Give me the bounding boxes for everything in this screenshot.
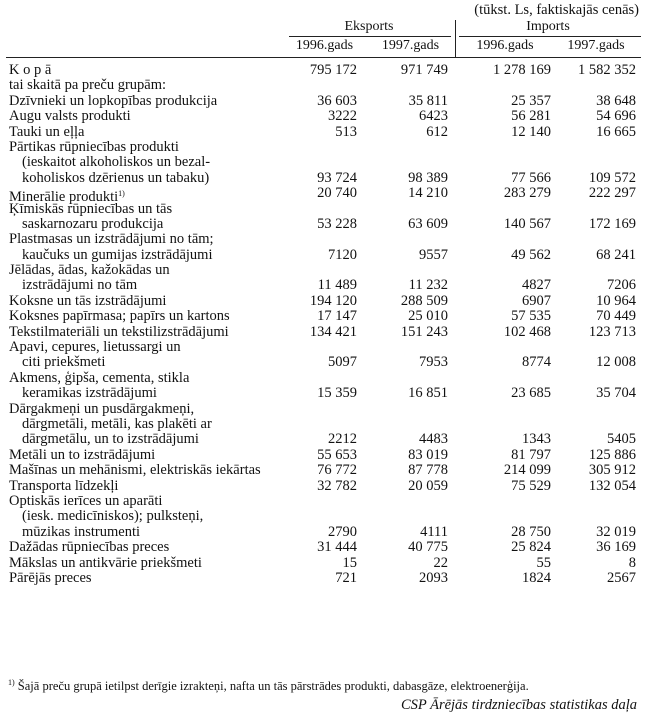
row-label-line: saskarnozaru produkcija <box>22 215 164 232</box>
cell-imports-1997: 222 297 <box>588 185 636 202</box>
table-row <box>0 340 645 371</box>
cell-exports-1997: 7953 <box>419 354 448 371</box>
year-header-imports-1996: 1996.gads <box>476 38 534 53</box>
cell-imports-1996: 75 529 <box>511 477 551 494</box>
cell-imports-1996: 1343 <box>522 431 551 448</box>
row-label-line: dārgmetāli, metāli, kas plakēti ar <box>22 415 212 432</box>
cell-imports-1996: 1 278 169 <box>493 62 551 78</box>
row-label-line: Transporta līdzekļi <box>9 477 119 494</box>
row-label <box>0 263 292 294</box>
cell-exports-1997: 9557 <box>419 246 448 263</box>
cell-exports-1996: 2212 <box>328 431 357 448</box>
cell-exports-1996: 53 228 <box>317 215 357 232</box>
cell-exports-1996: 15 359 <box>317 385 357 402</box>
row-label-line: izstrādājumi no tām <box>22 277 138 294</box>
cell-imports-1996: 81 797 <box>511 446 551 463</box>
row-label <box>0 340 292 371</box>
cell-imports-1997: 16 665 <box>596 123 636 140</box>
cell-imports-1996: 77 566 <box>511 169 551 186</box>
cell-exports-1996: 513 <box>335 123 357 140</box>
row-label <box>0 125 292 140</box>
table-row <box>0 371 645 402</box>
row-label <box>0 371 292 402</box>
cell-imports-1997: 132 054 <box>588 477 636 494</box>
cell-exports-1996: 76 772 <box>317 462 357 479</box>
cell-imports-1997: 38 648 <box>596 92 636 109</box>
table-row <box>0 78 645 93</box>
row-label-line: mūzikas instrumenti <box>22 523 140 540</box>
row-label <box>0 479 292 494</box>
imports-group-header: Imports <box>526 19 570 34</box>
cell-imports-1997: 36 169 <box>596 539 636 556</box>
row-label <box>0 63 292 78</box>
units-note: (tūkst. Ls, faktiskajās cenās) <box>474 2 639 18</box>
row-label-line: Apavi, cepures, lietussargi un <box>9 339 181 356</box>
footnote-ref: 1) <box>118 189 125 199</box>
row-label-line: Metāli un to izstrādājumi <box>9 446 156 463</box>
cell-exports-1997: 4111 <box>420 523 448 540</box>
year-header-exports-1996: 1996.gads <box>295 38 354 53</box>
cell-exports-1997: 20 059 <box>408 477 448 494</box>
row-label <box>0 94 292 109</box>
row-label-line: dārgmetālu, un to izstrādājumi <box>22 431 199 448</box>
cell-imports-1996: 12 140 <box>511 123 551 140</box>
header-bottom-rule <box>6 57 641 58</box>
row-label-line: Pārējās preces <box>9 569 92 586</box>
row-label-line: citi priekšmeti <box>22 354 106 371</box>
row-label <box>0 494 292 540</box>
cell-exports-1996: 17 147 <box>317 308 357 325</box>
row-label-line: tai skaitā pa preču grupām: <box>9 77 167 94</box>
cell-imports-1997: 68 241 <box>596 246 636 263</box>
row-label-line: Koksne un tās izstrādājumi <box>9 292 167 309</box>
row-label <box>0 186 292 206</box>
cell-imports-1997: 125 886 <box>588 446 636 463</box>
row-label-line: Koksnes papīrmasa; papīrs un kartons <box>9 308 230 325</box>
row-label-line: koholiskos dzērienus un tabaku) <box>22 169 210 186</box>
cell-exports-1996: 20 740 <box>317 185 357 202</box>
exports-group-header: Eksports <box>344 19 394 34</box>
year-header-exports-1997: 1997.gads <box>381 38 440 53</box>
exports-header-rule <box>289 36 451 37</box>
table-row <box>0 94 645 109</box>
row-label <box>0 202 292 233</box>
table-row <box>0 63 645 78</box>
cell-imports-1997: 8 <box>628 554 636 571</box>
row-label <box>0 109 292 124</box>
cell-exports-1997 <box>357 78 448 93</box>
cell-exports-1997: 612 <box>426 123 448 140</box>
row-label-line: Optiskās ierīces un aparāti <box>9 492 163 509</box>
cell-imports-1996: 6907 <box>522 292 551 309</box>
cell-imports-1996: 214 099 <box>503 462 551 479</box>
cell-exports-1996: 93 724 <box>317 169 357 186</box>
table-row <box>0 325 645 340</box>
cell-imports-1997: 1 582 352 <box>578 62 636 78</box>
cell-imports-1997: 109 572 <box>588 169 636 186</box>
table-body <box>0 63 645 586</box>
cell-imports-1997 <box>551 78 636 93</box>
cell-imports-1997: 54 696 <box>596 108 636 125</box>
footnote-marker: 1) <box>8 678 15 687</box>
cell-exports-1996: 7120 <box>328 246 357 263</box>
row-label-line: Jēlādas, ādas, kažokādas un <box>9 262 170 279</box>
table-row <box>0 479 645 494</box>
cell-exports-1996 <box>292 78 357 93</box>
cell-imports-1997: 10 964 <box>596 292 636 309</box>
cell-exports-1997: 40 775 <box>408 539 448 556</box>
cell-exports-1996: 2790 <box>328 523 357 540</box>
row-label <box>0 325 292 340</box>
table-row <box>0 571 645 586</box>
cell-imports-1996: 25 824 <box>511 539 551 556</box>
cell-exports-1997: 2093 <box>419 569 448 586</box>
cell-exports-1997: 98 389 <box>408 169 448 186</box>
cell-imports-1996: 49 562 <box>511 246 551 263</box>
cell-exports-1996: 3222 <box>328 108 357 125</box>
cell-imports-1996 <box>448 78 551 93</box>
cell-exports-1997: 6423 <box>419 108 448 125</box>
cell-exports-1997: 14 210 <box>408 185 448 202</box>
table-row <box>0 448 645 463</box>
cell-imports-1996: 8774 <box>522 354 551 371</box>
row-label-line: Tekstilmateriāli un tekstilizstrādājumi <box>9 323 229 340</box>
row-label-line: (iesk. medicīniskos); pulksteņi, <box>22 508 204 525</box>
row-label <box>0 540 292 555</box>
cell-exports-1996: 31 444 <box>317 539 357 556</box>
cell-exports-1996: 795 172 <box>309 62 357 78</box>
cell-exports-1997: 4483 <box>419 431 448 448</box>
row-label-line: Dārgakmeņi un pusdārgakmeņi, <box>9 400 195 417</box>
row-label <box>0 309 292 324</box>
row-label-line: Plastmasas un izstrādājumi no tām; <box>9 231 214 248</box>
source-credit: CSP Ārējās tirdzniecības statistikas daļa <box>400 697 637 713</box>
row-label-line: Pārtikas rūpniecības produkti <box>9 138 179 155</box>
row-label-line: K o p ā <box>9 62 52 78</box>
table-row <box>0 185 645 206</box>
cell-exports-1997: 22 <box>433 554 448 571</box>
row-label-line: Dažādas rūpniecības preces <box>9 539 170 556</box>
row-label <box>0 571 292 586</box>
row-label-line: (ieskaitot alkoholiskos un bezal- <box>22 154 211 171</box>
cell-imports-1997: 70 449 <box>596 308 636 325</box>
table-row <box>0 263 645 294</box>
cell-imports-1997: 7206 <box>607 277 636 294</box>
table-row <box>0 463 645 478</box>
cell-imports-1996: 1824 <box>522 569 551 586</box>
cell-imports-1996: 4827 <box>522 277 551 294</box>
table-row <box>0 125 645 140</box>
cell-imports-1997: 35 704 <box>596 385 636 402</box>
cell-exports-1996: 36 603 <box>317 92 357 109</box>
cell-exports-1996: 15 <box>342 554 357 571</box>
cell-exports-1997: 16 851 <box>408 385 448 402</box>
row-label-line: kaučuks un gumijas izstrādājumi <box>22 246 213 263</box>
table-row <box>0 402 645 448</box>
row-label-line: Minerālie produkti$^{1)}$ <box>9 189 125 206</box>
table-row <box>0 494 645 540</box>
row-label <box>0 556 292 571</box>
row-label <box>0 78 292 93</box>
year-header-imports-1997: 1997.gads <box>567 38 625 53</box>
table-row <box>0 556 645 571</box>
table-row <box>0 232 645 263</box>
imports-header-rule <box>459 36 641 37</box>
footnote <box>8 678 529 694</box>
cell-imports-1997: 123 713 <box>588 323 636 340</box>
cell-exports-1997: 87 778 <box>408 462 448 479</box>
table-row <box>0 140 645 186</box>
cell-imports-1997: 2567 <box>607 569 636 586</box>
cell-imports-1996: 25 357 <box>511 92 551 109</box>
cell-exports-1996: 11 489 <box>317 277 357 294</box>
footnote-text: Šajā preču grupā ietilpst derīgie izrakteņi, nafta un tās pārstrādes produkti, dabasgāze, elektroenerģija. <box>17 679 529 693</box>
cell-imports-1997: 305 912 <box>588 462 636 479</box>
cell-exports-1996: 32 782 <box>317 477 357 494</box>
cell-imports-1996: 283 279 <box>503 185 551 202</box>
row-label-line: keramikas izstrādājumi <box>22 385 157 402</box>
cell-exports-1996: 134 421 <box>309 323 357 340</box>
cell-exports-1997: 35 811 <box>408 92 448 109</box>
row-label-line: Akmens, ģipša, cementa, stikla <box>9 369 190 386</box>
row-label-line: Mākslas un antikvārie priekšmeti <box>9 554 202 571</box>
cell-imports-1996: 28 750 <box>511 523 551 540</box>
table-row <box>0 202 645 233</box>
group-divider <box>455 20 456 57</box>
row-label <box>0 294 292 309</box>
table-row <box>0 309 645 324</box>
cell-imports-1996: 57 535 <box>511 308 551 325</box>
cell-imports-1996: 23 685 <box>511 385 551 402</box>
cell-exports-1996: 194 120 <box>309 292 357 309</box>
cell-imports-1997: 32 019 <box>596 523 636 540</box>
cell-exports-1997: 288 509 <box>400 292 448 309</box>
row-label-line: Ķīmiskās rūpniecības un tās <box>9 200 173 217</box>
cell-exports-1996: 721 <box>335 569 357 586</box>
cell-exports-1996: 5097 <box>328 354 357 371</box>
row-label-line: Mašīnas un mehānismi, elektriskās iekārtas <box>9 462 261 479</box>
row-label <box>0 140 292 186</box>
cell-exports-1997: 971 749 <box>400 62 448 78</box>
cell-imports-1996: 55 <box>536 554 551 571</box>
cell-imports-1996: 102 468 <box>503 323 551 340</box>
cell-exports-1997: 63 609 <box>408 215 448 232</box>
cell-exports-1997: 25 010 <box>408 308 448 325</box>
cell-imports-1997: 12 008 <box>596 354 636 371</box>
cell-exports-1997: 83 019 <box>408 446 448 463</box>
row-label <box>0 232 292 263</box>
row-label-line: Tauki un eļļa <box>9 123 85 140</box>
row-label <box>0 463 292 478</box>
cell-exports-1997: 11 232 <box>408 277 448 294</box>
cell-imports-1996: 140 567 <box>503 215 551 232</box>
row-label-line: Dzīvnieki un lopkopības produkcija <box>9 92 218 109</box>
cell-exports-1997: 151 243 <box>400 323 448 340</box>
cell-imports-1997: 172 169 <box>588 215 636 232</box>
table-row <box>0 109 645 124</box>
cell-imports-1996: 56 281 <box>511 108 551 125</box>
table-row <box>0 294 645 309</box>
cell-imports-1997: 5405 <box>607 431 636 448</box>
table-row <box>0 540 645 555</box>
cell-exports-1996: 55 653 <box>317 446 357 463</box>
row-label <box>0 402 292 448</box>
row-label <box>0 448 292 463</box>
row-label-line: Augu valsts produkti <box>9 108 131 125</box>
